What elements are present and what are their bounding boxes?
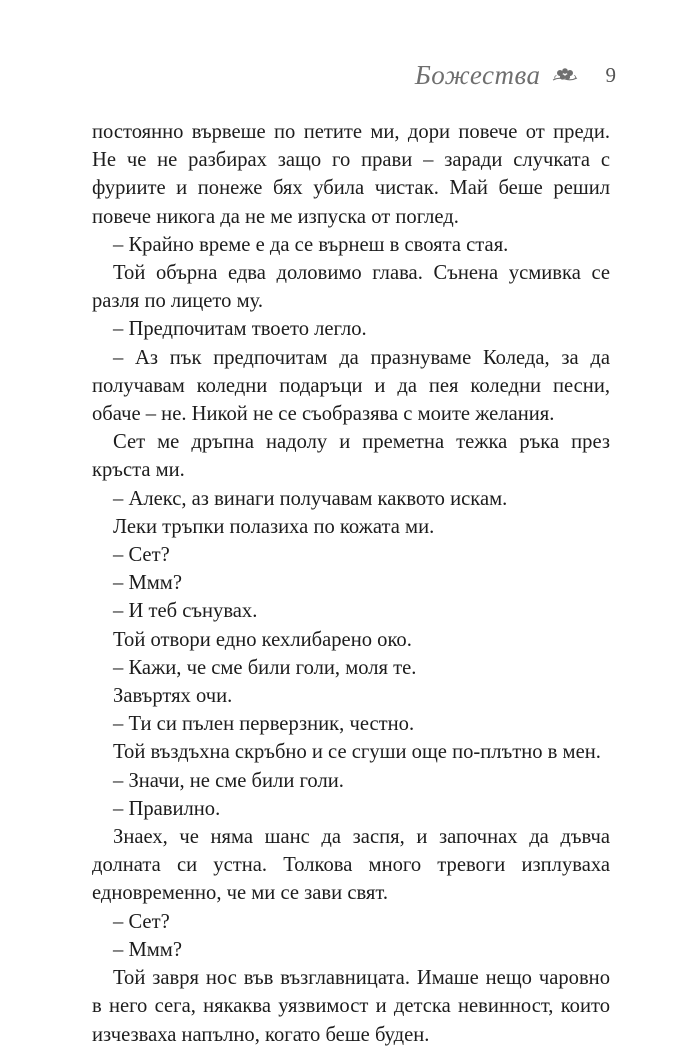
page-number: 9: [605, 62, 616, 87]
paragraph: – Правилно.: [113, 797, 221, 820]
paragraph: Той обърна едва доловимо глава. Сънена усмивка се разля по лицето му.: [92, 262, 610, 313]
paragraph: – Предпочитам твоето легло.: [113, 318, 367, 341]
paragraph: – Сет?: [113, 910, 170, 933]
paragraph: – Значи, не сме били голи.: [113, 769, 344, 792]
paragraph: – Ти си пълен перверзник, честно.: [113, 713, 415, 736]
page-body: [92, 118, 610, 1049]
paragraph: – Сет?: [113, 544, 170, 567]
paragraph: Той въздъхна скръбно и се сгуши още по-плътно в мен.: [113, 741, 601, 764]
paragraph: Той отвори едно кехлибарено око.: [113, 628, 412, 651]
running-header: [415, 58, 616, 92]
paragraph: – Ммм?: [113, 572, 182, 595]
paragraph: Сет ме дръпна надолу и преметна тежка ръка през кръста ми.: [92, 431, 610, 482]
paragraph: Леки тръпки полазиха по кожата ми.: [113, 515, 435, 538]
paragraph: – Ммм?: [113, 938, 182, 961]
paragraph: – Аз пък предпочитам да празнуваме Коледа, за да получавам коледни подаръци и да пея коледни песни, обаче – не. Никой не се съобразява с моите желания.: [92, 346, 610, 426]
paragraph: – Алекс, аз винаги получавам каквото искам.: [113, 487, 508, 510]
paragraph: – И теб сънувах.: [113, 600, 258, 623]
paragraph: Завъртях очи.: [113, 685, 233, 708]
book-title: Божества: [414, 59, 541, 90]
paragraph: – Кажи, че сме били голи, моля те.: [113, 656, 417, 679]
paragraph: – Крайно време е да се върнеш в своята стая.: [113, 233, 509, 256]
floral-ornament-icon: [550, 66, 580, 84]
paragraph: постоянно вървеше по петите ми, дори повече от преди. Не че не разбирах защо го прави – заради случката с фуриите и понеже бях убила чистак. Май беше решил повече никога да не ме изпуска от поглед.: [92, 121, 610, 228]
paragraph: Знаех, че няма шанс да заспя, и започнах да дъвча долната си устна. Толкова много тревоги изплуваха едновременно, че ми се зави свят.: [92, 826, 610, 905]
paragraph: Той завря нос във възглавницата. Имаше нещо чаровно в него сега, някаква уязвимост и детска невинност, които изчезваха напълно, когато беше буден.: [92, 967, 610, 1046]
